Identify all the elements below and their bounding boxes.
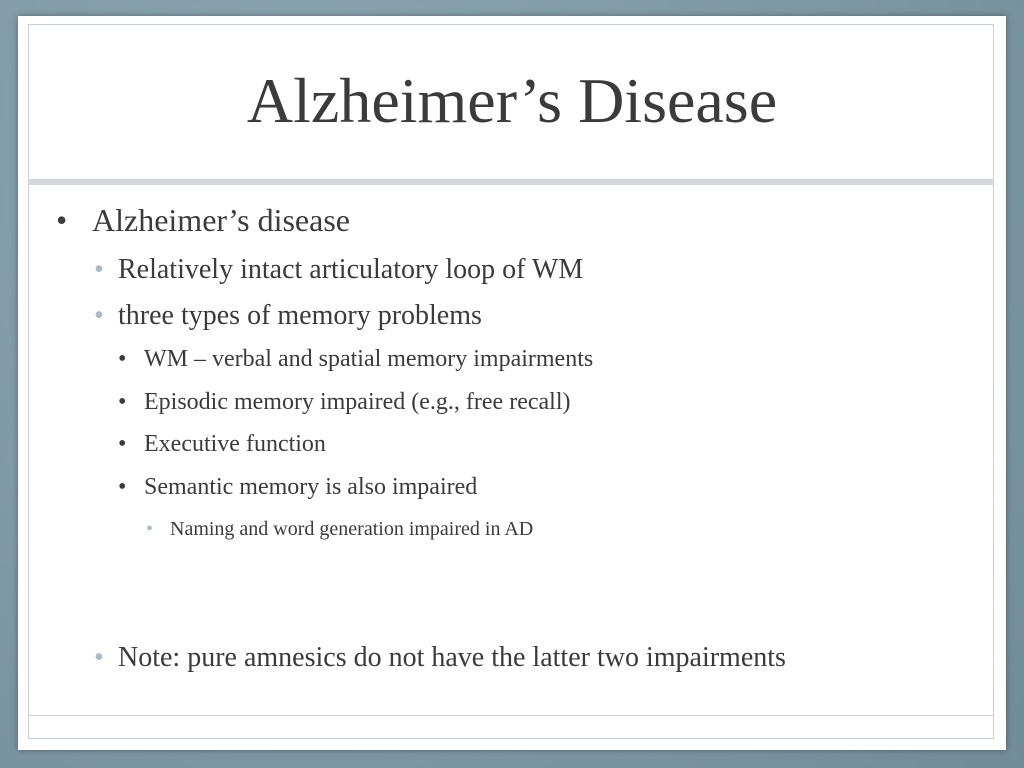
slide-body bbox=[18, 16, 1006, 750]
bullet-marker: • bbox=[56, 202, 68, 238]
bullet-marker: • bbox=[146, 518, 154, 540]
bullet-level3-semantic: Semantic memory is also impaired bbox=[144, 474, 478, 500]
bullet-level2-note: Note: pure amnesics do not have the latter two impairments bbox=[118, 642, 786, 673]
bullet-marker: • bbox=[118, 431, 127, 457]
bullet-level4-naming: Naming and word generation impaired in AD bbox=[170, 518, 534, 540]
bullet-level2-articulatory-loop: Relatively intact articulatory loop of WM bbox=[118, 254, 584, 285]
bullet-marker: • bbox=[118, 474, 127, 500]
bullet-marker: • bbox=[94, 300, 104, 331]
bullet-level2-memory-problems: three types of memory problems bbox=[118, 300, 482, 331]
slide-title: Alzheimer’s Disease bbox=[246, 65, 778, 136]
bullet-marker: • bbox=[118, 389, 127, 415]
bullet-marker: • bbox=[94, 254, 104, 285]
bullet-level3-episodic: Episodic memory impaired (e.g., free recall) bbox=[144, 389, 571, 415]
bullet-level1-alzheimers: Alzheimer’s disease bbox=[92, 202, 350, 238]
bullet-marker: • bbox=[118, 346, 127, 372]
slide bbox=[18, 16, 1006, 750]
bullet-level3-executive: Executive function bbox=[144, 431, 326, 457]
bullet-level3-wm: WM – verbal and spatial memory impairments bbox=[144, 346, 594, 372]
bullet-marker: • bbox=[94, 642, 104, 673]
